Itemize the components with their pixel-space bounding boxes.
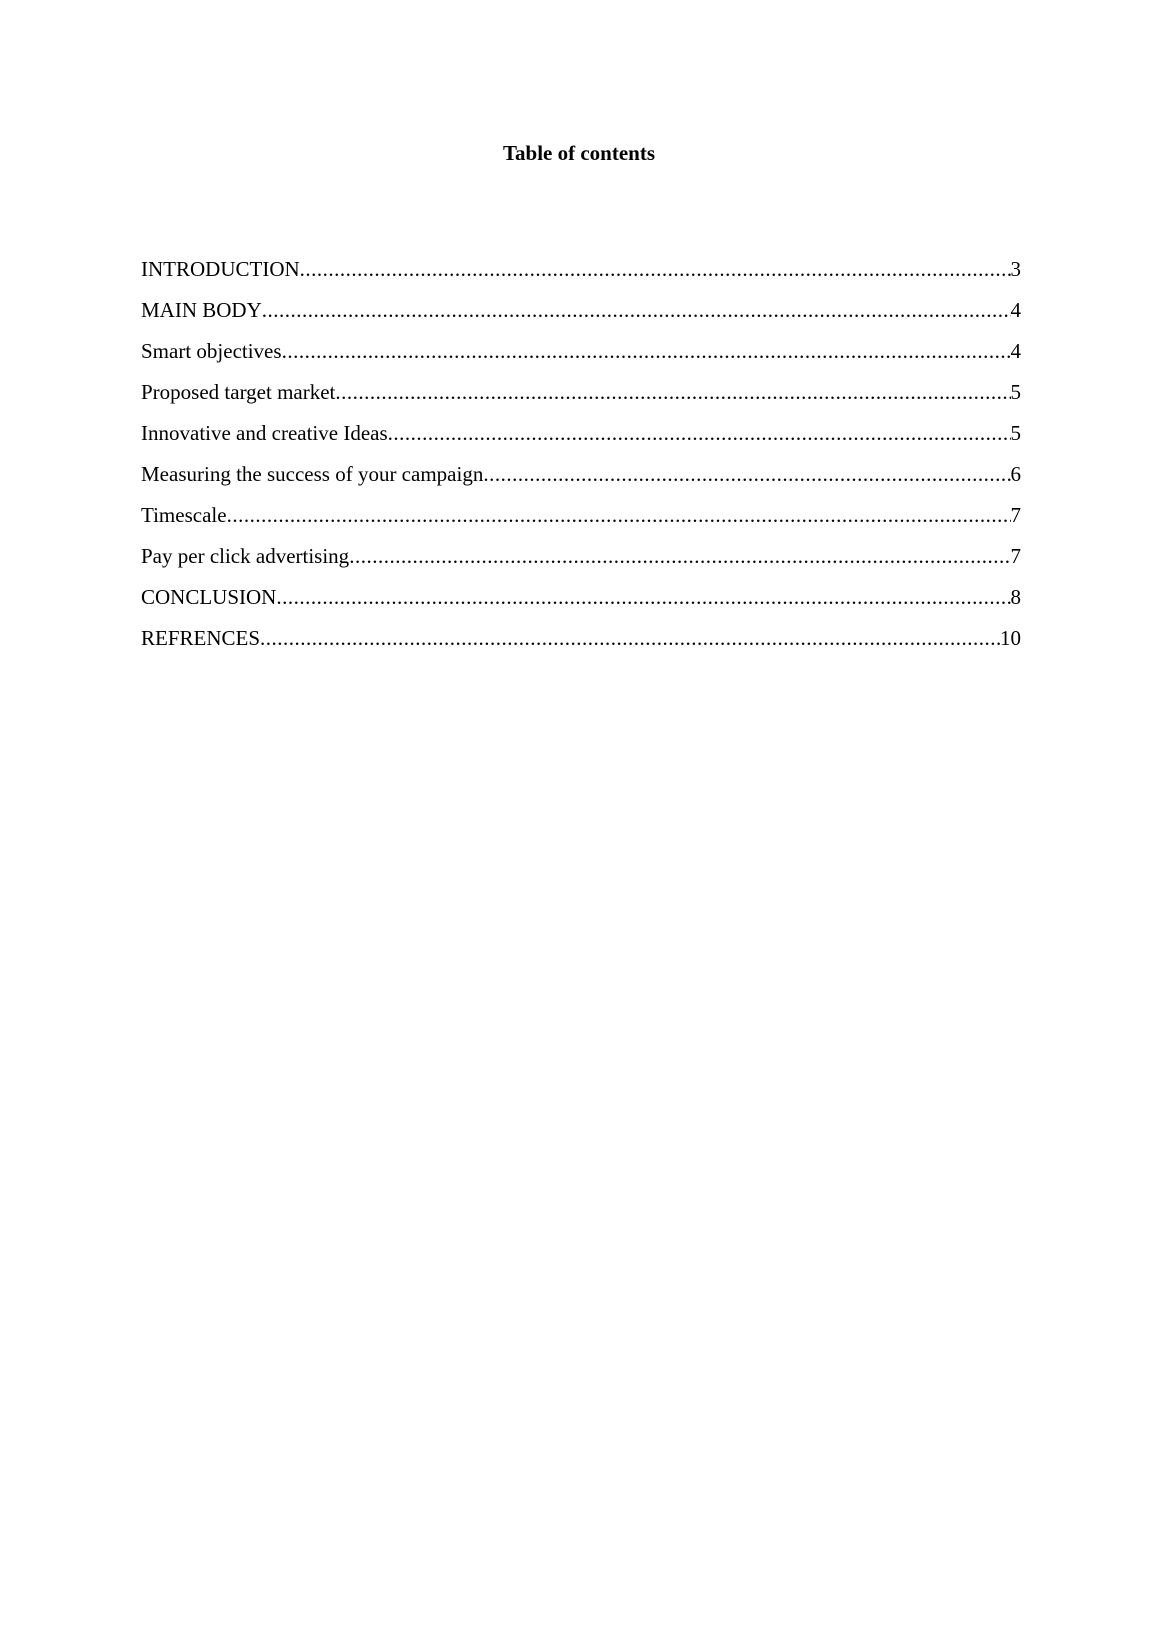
toc-entry-timescale[interactable]	[141, 500, 1021, 541]
toc-dot-leader	[260, 623, 1000, 653]
toc-entry-label: Measuring the success of your campaign	[141, 462, 484, 486]
toc-dot-leader	[388, 418, 1011, 448]
toc-entry-label: Pay per click advertising	[141, 544, 350, 568]
toc-entry-proposed-target-market[interactable]	[141, 377, 1021, 418]
toc-entry-page-number: 3	[1010, 257, 1021, 281]
toc-entry-page-number: 8	[1010, 585, 1021, 609]
toc-entry-label: INTRODUCTION	[141, 257, 300, 281]
toc-entry-references[interactable]	[141, 623, 1021, 664]
toc-entry-conclusion[interactable]	[141, 582, 1021, 623]
toc-entry-innovative-ideas[interactable]	[141, 418, 1021, 459]
toc-entry-page-number: 4	[1010, 339, 1021, 363]
toc-entry-measuring-success[interactable]	[141, 459, 1021, 500]
toc-entry-smart-objectives[interactable]	[141, 336, 1021, 377]
toc-entry-page-number: 7	[1010, 544, 1021, 568]
toc-entry-label: Smart objectives	[141, 339, 282, 363]
toc-list	[141, 254, 1021, 664]
toc-dot-leader	[349, 541, 1010, 571]
toc-entry-page-number: 4	[1010, 298, 1021, 322]
toc-dot-leader	[262, 295, 1011, 325]
toc-dot-leader	[300, 254, 1011, 284]
toc-entry-page-number: 7	[1010, 503, 1021, 527]
toc-entry-label: Timescale	[141, 503, 227, 527]
toc-entry-label: MAIN BODY	[141, 298, 262, 322]
toc-entry-page-number: 10	[1000, 626, 1021, 650]
toc-entry-label: REFRENCES	[141, 626, 261, 650]
toc-entry-label: CONCLUSION	[141, 585, 277, 609]
toc-entry-page-number: 5	[1010, 380, 1021, 404]
toc-dot-leader	[276, 582, 1010, 612]
toc-entry-page-number: 6	[1010, 462, 1021, 486]
toc-entry-page-number: 5	[1010, 421, 1021, 445]
toc-entry-main-body[interactable]	[141, 295, 1021, 336]
toc-dot-leader	[227, 500, 1011, 530]
toc-entry-introduction[interactable]	[141, 254, 1021, 295]
toc-entry-pay-per-click[interactable]	[141, 541, 1021, 582]
toc-title: Table of contents	[502, 141, 656, 165]
toc-dot-leader	[282, 336, 1011, 366]
toc-entry-label: Proposed target market	[141, 380, 336, 404]
toc-dot-leader	[483, 459, 1010, 489]
toc-entry-label: Innovative and creative Ideas	[141, 421, 388, 445]
toc-dot-leader	[335, 377, 1010, 407]
